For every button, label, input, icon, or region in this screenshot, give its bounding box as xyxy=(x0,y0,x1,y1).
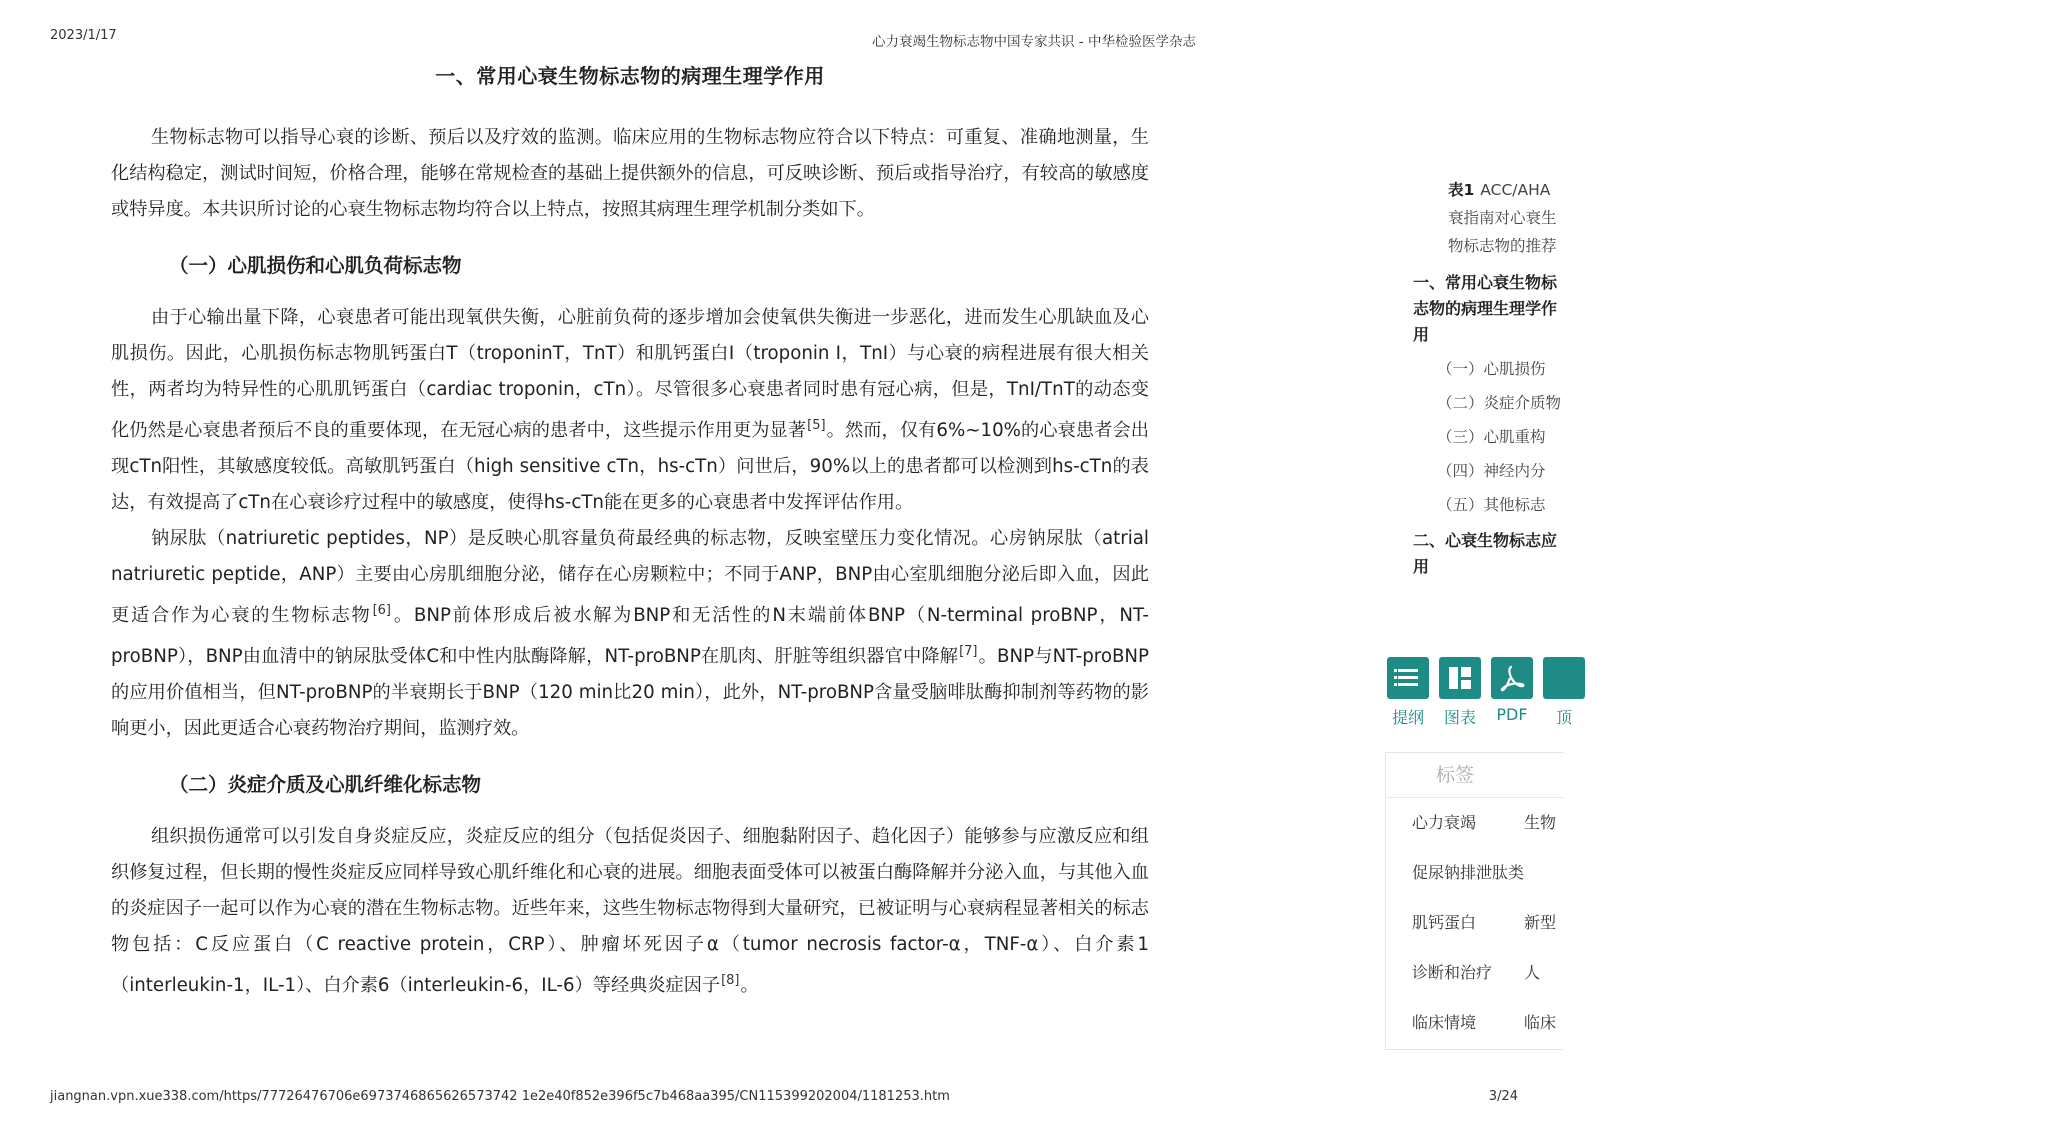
paragraph-text: 钠尿肽（natriuretic peptides，NP）是反映心肌容量负荷最经典的标志物，反映室壁压力变化情况。心房钠尿肽（atrial natriuretic peptide，ANP）主要由心房肌细胞分泌，储存在心房颗粒中；不同于ANP，BNP由心室肌细胞分泌后即入血，因此更适合作为心衰的生物标志物 xyxy=(111,528,1149,626)
tag-link[interactable]: 促尿钠排泄肽类 xyxy=(1412,863,1525,882)
pdf-label: PDF xyxy=(1496,705,1528,724)
top-label: 顶 xyxy=(1555,708,1572,727)
paragraph-text: 。BNP前体形成后被水解为BNP和无活性的N末端前体BNP（N-terminal proBNP，NT-proBNP），BNP由血清中的钠尿肽受体C和中性内肽酶降解，NT-proBNP在肌肉、肝脏等组织器官中降解 xyxy=(111,605,1149,667)
top-button[interactable] xyxy=(1541,657,1587,728)
article-body xyxy=(111,56,1149,1004)
pdf-button[interactable] xyxy=(1489,657,1535,724)
figures-label: 图表 xyxy=(1443,708,1476,727)
outline-label: 提纲 xyxy=(1391,708,1424,727)
tag-link[interactable]: 新型 xyxy=(1524,913,1557,932)
tag-row xyxy=(1386,898,1564,948)
paragraph-text: 组织损伤通常可以引发自身炎症反应，炎症反应的组分（包括促炎因子、细胞黏附因子、趋化因子）能够参与应激反应和组织修复过程，但长期的慢性炎症反应同样导致心肌纤维化和心衰的进展。细胞表面受体可以被蛋白酶降解并分泌入血，与其他入血的炎症因子一起可以作为心衰的潜在生物标志物。近些年来，这些生物标志物得到大量研究，已被证明与心衰病程显著相关的标志物包括：C反应蛋白（C reactive protein，CRP）、肿瘤坏死因子α（tumor necrosis factor-α，TNF-α）、白介素1（interleukin-1，IL-1）、白介素6（interleukin-6，IL-6）等经典炎症因子 xyxy=(111,826,1149,996)
table-of-contents xyxy=(1413,176,1563,580)
paragraph-intro xyxy=(111,120,1149,228)
toc-item-sub4[interactable]: （四）神经内分 xyxy=(1437,462,1546,480)
toc-item-sub5[interactable]: （五）其他标志 xyxy=(1437,496,1546,514)
tool-buttons xyxy=(1385,657,1572,737)
paragraph-natriuretic xyxy=(111,521,1149,747)
paragraph-troponin xyxy=(111,300,1149,521)
grid-icon xyxy=(1439,657,1481,699)
outline-button[interactable] xyxy=(1385,657,1431,728)
subsection-heading-inflammation: （二）炎症介质及心肌纤维化标志物 xyxy=(169,773,482,796)
pdf-icon xyxy=(1491,657,1533,699)
reference-link[interactable]: [6] xyxy=(372,603,391,618)
list-icon xyxy=(1387,657,1429,699)
reference-link[interactable]: [7] xyxy=(959,644,978,659)
tag-link[interactable]: 肌钙蛋白 xyxy=(1412,913,1477,932)
section-heading-1: 一、常用心衰生物标志物的病理生理学作用 xyxy=(435,64,825,88)
tag-link[interactable]: 诊断和治疗 xyxy=(1412,963,1493,982)
top-icon xyxy=(1543,657,1585,699)
reference-link[interactable]: [5] xyxy=(807,418,826,433)
tag-link[interactable]: 心力衰竭 xyxy=(1412,813,1477,832)
tags-panel xyxy=(1385,752,1564,1050)
paragraph-text: 。 xyxy=(740,975,759,996)
tag-link[interactable]: 临床 xyxy=(1524,1013,1557,1032)
paragraph-inflammation xyxy=(111,819,1149,1004)
toc-item-section2[interactable]: 二、心衰生物标志应用 xyxy=(1413,531,1558,576)
tag-link[interactable]: 人 xyxy=(1524,963,1541,982)
print-page-number: 3/24 xyxy=(1488,1089,1518,1104)
tag-row xyxy=(1386,998,1564,1048)
toc-item-section1[interactable]: 一、常用心衰生物标志物的病理生理学作用 xyxy=(1413,273,1558,344)
paragraph-text: 。BNP与NT-proBNP的应用价值相当，但NT-proBNP的半衰期长于BNP（120 min比20 min），此外，NT-proBNP含量受脑啡肽酶抑制剂等药物的影响更小，因此更适合心衰药物治疗期间，监测疗效。 xyxy=(111,646,1149,739)
tag-row xyxy=(1386,798,1564,848)
paragraph-text: 由于心输出量下降，心衰患者可能出现氧供失衡，心脏前负荷的逐步增加会使氧供失衡进一步恶化，进而发生心肌缺血及心肌损伤。因此，心肌损伤标志物肌钙蛋白T（troponinT，TnT）和肌钙蛋白I（troponin I，TnI）与心衰的病程进展有很大相关性，两者均为特异性的心肌肌钙蛋白（cardiac troponin，cTn）。尽管很多心衰患者同时患有冠心病，但是，TnI/TnT的动态变化仍然是心衰患者预后不良的重要体现，在无冠心病的患者中，这些提示作用更为显著 xyxy=(111,307,1149,441)
tag-link[interactable]: 临床情境 xyxy=(1412,1013,1477,1032)
tag-row xyxy=(1386,848,1564,898)
toc-item-sub1[interactable]: （一）心肌损伤 xyxy=(1437,360,1546,378)
toc-item-sub2[interactable]: （二）炎症介质物 xyxy=(1437,394,1562,412)
print-date: 2023/1/17 xyxy=(50,28,117,43)
toc-table-label: 表1 xyxy=(1448,181,1475,199)
toc-item-sub3[interactable]: （三）心肌重构 xyxy=(1437,428,1546,446)
paragraph-text: 。然而，仅有6%~10%的心衰患者会出现cTn阳性，其敏感度较低。高敏肌钙蛋白（high sensitive cTn，hs-cTn）问世后，90%以上的患者都可以检测到hs-cTn的表达，有效提高了cTn在心衰诊疗过程中的敏感度，使得hs-cTn能在更多的心衰患者中发挥评估作用。 xyxy=(111,420,1149,513)
subsection-heading-myocardial: （一）心肌损伤和心肌负荷标志物 xyxy=(169,254,462,277)
tag-row xyxy=(1386,948,1564,998)
figures-button[interactable] xyxy=(1437,657,1483,728)
reference-link[interactable]: [8] xyxy=(721,973,740,988)
tags-heading: 标签 xyxy=(1386,753,1564,798)
tag-link[interactable]: 生物 xyxy=(1524,813,1557,832)
toc-table-title: ACC/AHA衰指南对心衰生物标志物的推荐 xyxy=(1448,181,1557,255)
toc-item-table1[interactable] xyxy=(1413,176,1563,260)
paragraph-text: 生物标志物可以指导心衰的诊断、预后以及疗效的监测。临床应用的生物标志物应符合以下特点：可重复、准确地测量，生化结构稳定，测试时间短，价格合理，能够在常规检查的基础上提供额外的信息，可反映诊断、预后或指导治疗，有较高的敏感度或特异度。本共识所讨论的心衰生物标志物均符合以上特点，按照其病理生理学机制分类如下。 xyxy=(111,127,1149,220)
print-url: jiangnan.vpn.xue338.com/https/77726476706e6973746865626573742 1e2e40f852e396f5c7b468aa395/CN115399202004/1181253.htm xyxy=(50,1089,950,1104)
print-page-title: 心力衰竭生物标志物中国专家共识 - 中华检验医学杂志 xyxy=(872,34,1196,50)
